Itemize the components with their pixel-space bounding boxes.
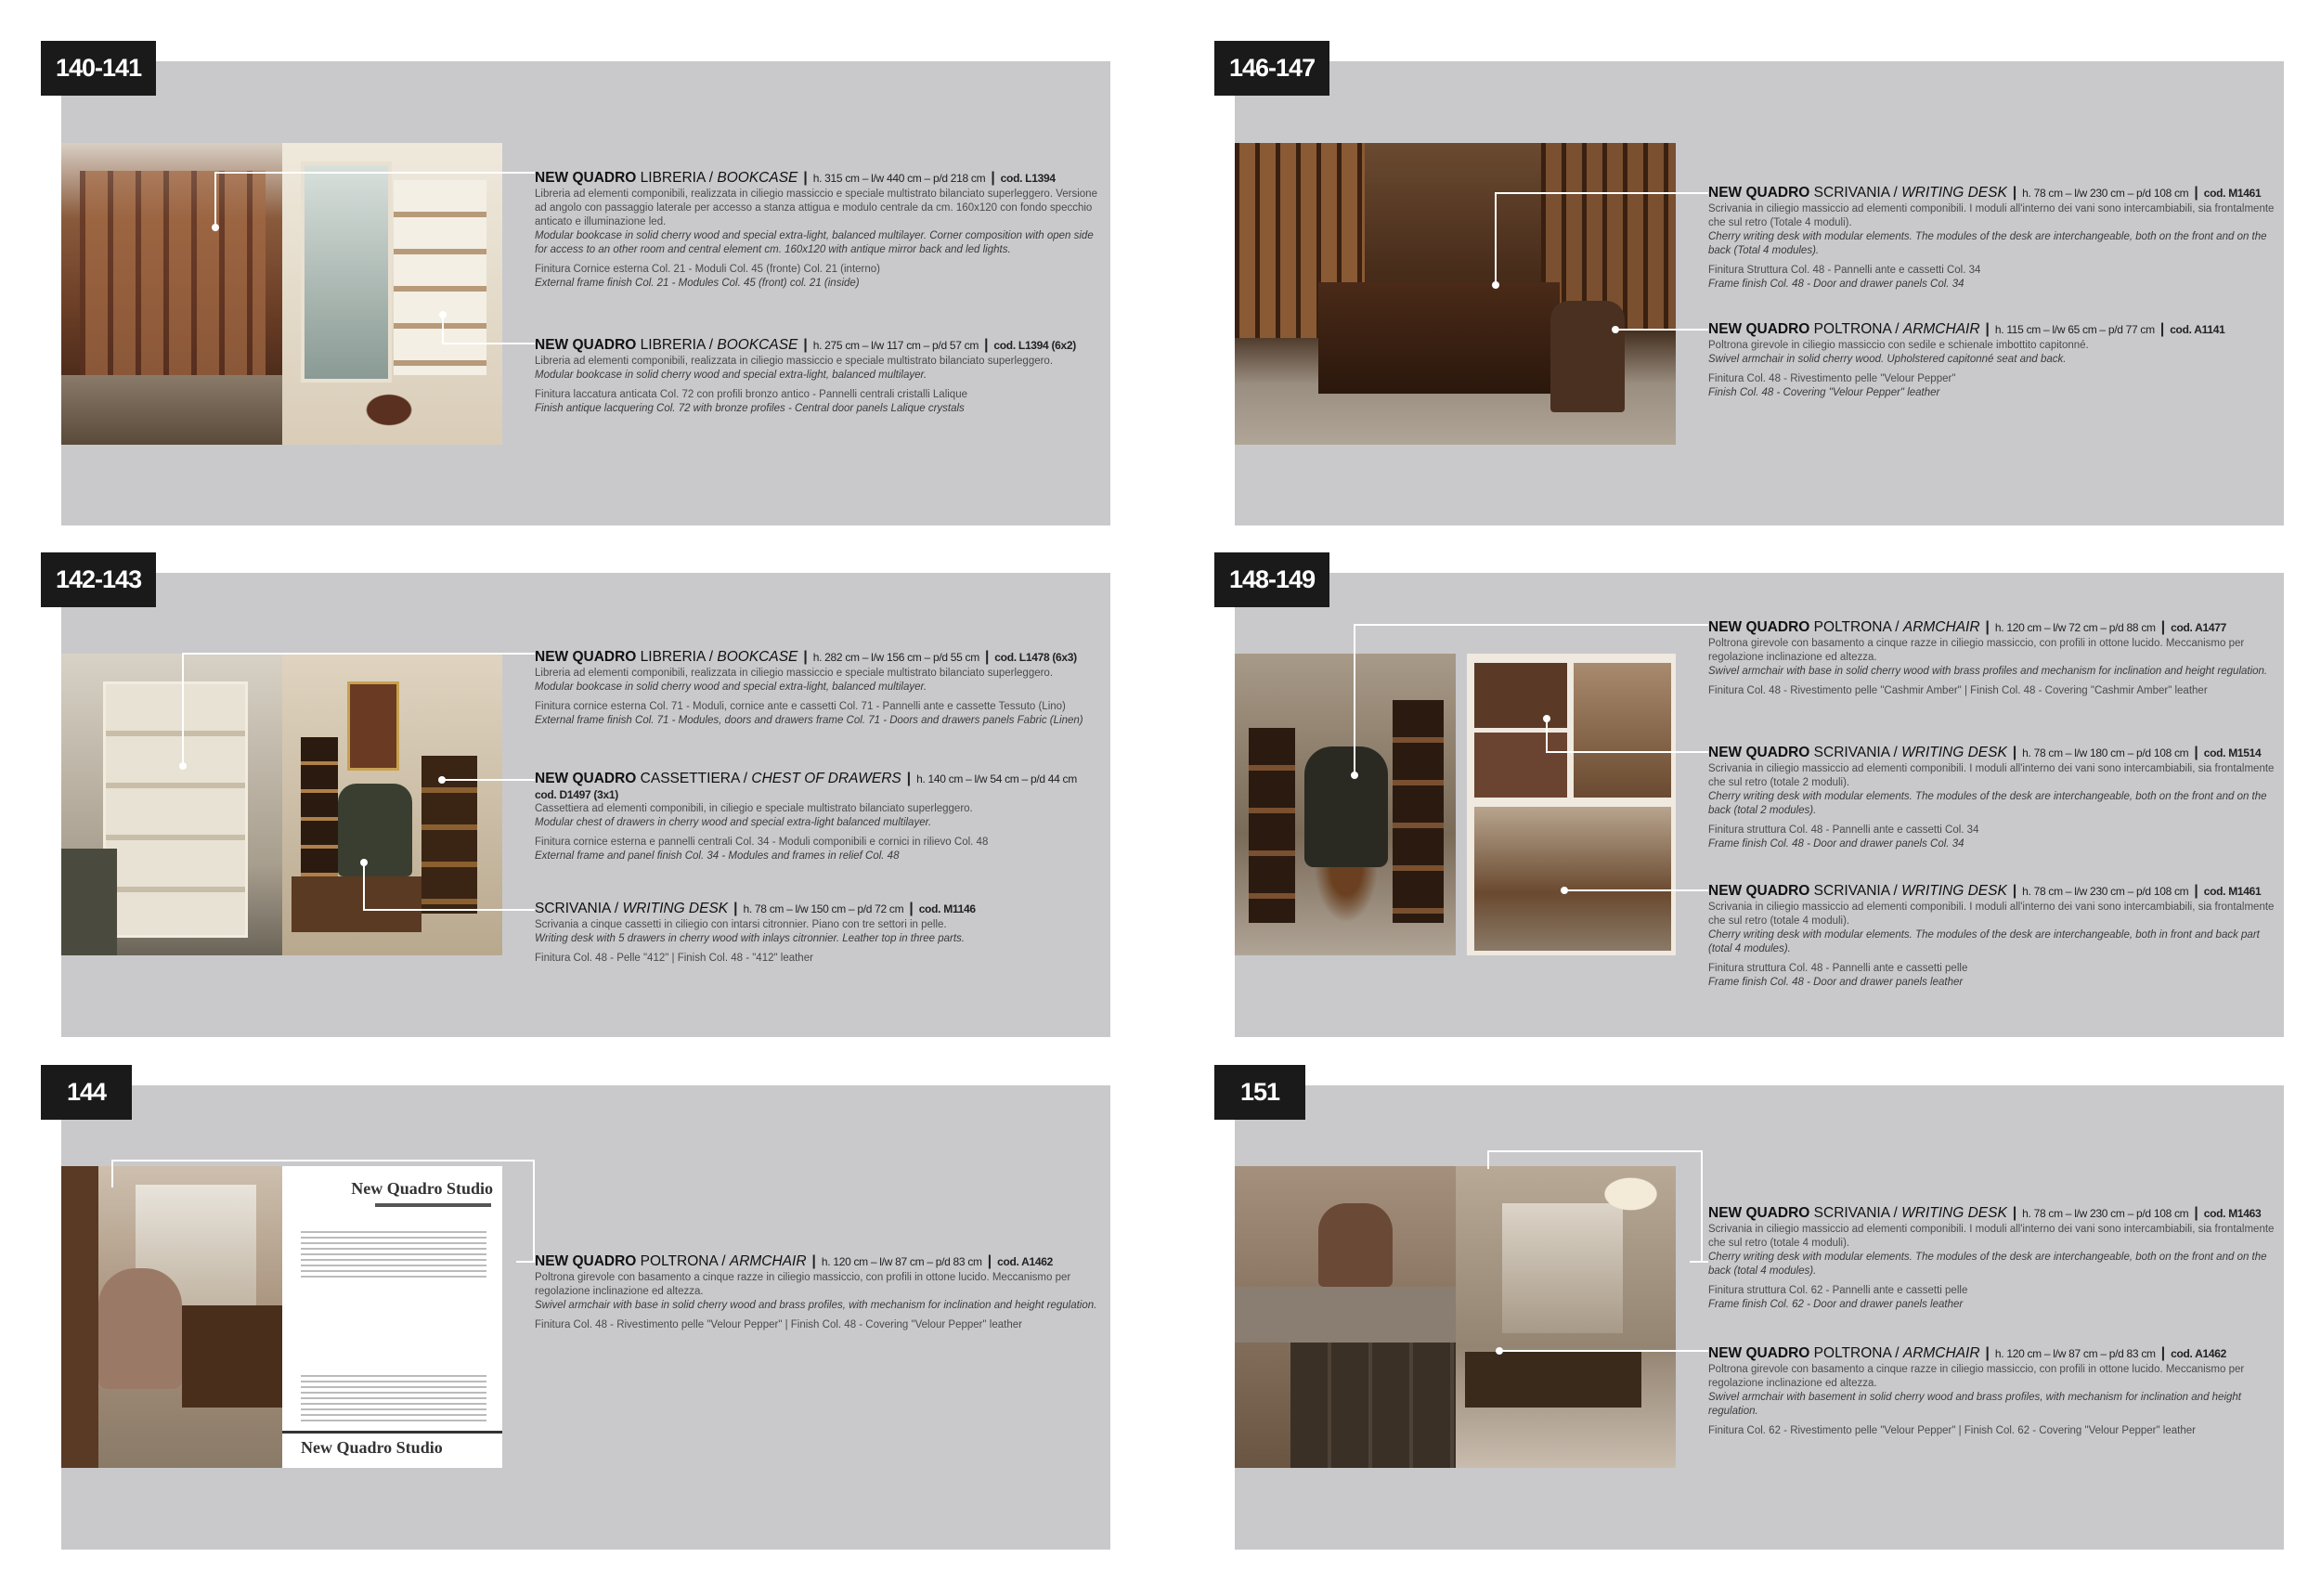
finish-en: External frame finish Col. 21 - Modules Col. 45 (front) col. 21 (inside) <box>535 278 860 289</box>
photo-group <box>61 143 502 445</box>
product-entry: NEW QUADRO LIBRERIA / BOOKCASE | h. 275 cm – l/w 117 cm – p/d 57 cm | cod. L1394 (6x2) Libreria ad elementi componibili, realizzata in ciliegio massiccio e speciale multistrato bilanciato superleggero. Modular bookcase in solid cherry wood and special extra-light, balanced multilayer. Finitura laccatura anticata Col. 72 con profili bronzo antico - Pannelli centrali cristalli Lalique Finish antique lacquering Col. 72 with bronze profiles - Central door panels Lalique crystals <box>535 336 1101 416</box>
finish-it: Finitura Col. 48 - Rivestimento pelle "Velour Pepper" <box>1708 373 1956 384</box>
description-it: Poltrona girevole con basamento a cinque razze in ciliegio massiccio, con profili in ottone lucido. Meccanismo per regolazione inclinazione ed altezza. <box>1708 638 2245 663</box>
photo-study-room <box>1235 143 1676 445</box>
description-it: Scrivania in ciliegio massiccio ad elementi componibili. I moduli all'interno dei vani sono intercambiabili, sia frontalmente che sul retro (totale 4 moduli). <box>1708 902 2275 927</box>
finish-it: Finitura Col. 62 - Rivestimento pelle "Velour Pepper" | Finish Col. 62 - Covering "Velour Pepper" leather <box>1708 1425 2196 1436</box>
photo-white-bookcase <box>282 143 502 445</box>
photo-group <box>1235 1166 1676 1468</box>
page-number-tag: 148-149 <box>1214 552 1329 607</box>
page-number-tag: 151 <box>1214 1065 1305 1120</box>
finish-en: Finish antique lacquering Col. 72 with bronze profiles - Central door panels Lalique crystals <box>535 403 965 414</box>
page-number-tag: 140-141 <box>41 41 156 96</box>
section-146-147 <box>1229 54 2284 526</box>
page-number-tag: 146-147 <box>1214 41 1329 96</box>
product-entry: NEW QUADRO POLTRONA / ARMCHAIR | h. 120 cm – l/w 72 cm – p/d 88 cm | cod. A1477 Poltrona girevole con basamento a cinque razze in ciliegio massiccio, con profili in ottone lucido. Meccanismo per regolazione inclinazione ed altezza. Swivel armchair with base in solid cherry wood with brass profiles and mechanism for inclination and height regulation. Finitura Col. 48 - Rivestimento pelle "Cashmir Amber" | Finish Col. 48 - Covering "Cashmir Amber" leather <box>1708 618 2275 698</box>
brochure-page <box>282 1166 502 1468</box>
description-it: Scrivania in ciliegio massiccio ad elementi componibili. I moduli all'interno dei vani sono intercambiabili, sia frontalmente che sul retro (Totale 4 moduli). <box>1708 203 2275 228</box>
page-number-tag: 142-143 <box>41 552 156 607</box>
description-it: Poltrona girevole con basamento a cinque razze in ciliegio massiccio, con profili in ottone lucido. Meccanismo per regolazione inclinazione ed altezza. <box>1708 1364 2245 1389</box>
description-en: Swivel armchair with base in solid cherry wood with brass profiles and mechanism for inclination and height regulation. <box>1708 666 2268 677</box>
finish-it: Finitura struttura Col. 48 - Pannelli ante e cassetti pelle <box>1708 963 1968 974</box>
finish-it: Finitura cornice esterna Col. 71 - Moduli, cornice ante e cassetti Col. 71 - Pannelli ante e cassette Tessuto (Lino) <box>535 701 1066 712</box>
description-en: Swivel armchair with basement in solid cherry wood and brass profiles, with mechanism for inclination and height regulation. <box>1708 1392 2241 1417</box>
finish-en: Frame finish Col. 48 - Door and drawer panels leather <box>1708 977 1964 988</box>
finish-it: Finitura Col. 48 - Rivestimento pelle "Cashmir Amber" | Finish Col. 48 - Covering "Cashmir Amber" leather <box>1708 685 2208 696</box>
product-entry: NEW QUADRO POLTRONA / ARMCHAIR | h. 120 cm – l/w 87 cm – p/d 83 cm | cod. A1462 Poltrona girevole con basamento a cinque razze in ciliegio massiccio, con profili in ottone lucido. Meccanismo per regolazione inclinazione ed altezza. Swivel armchair with base in solid cherry wood and brass profiles, with mechanism for inclination and height regulation. Finitura Col. 48 - Rivestimento pelle "Velour Pepper" | Finish Col. 48 - Covering "Velour Pepper" leather <box>535 1252 1101 1332</box>
description-it: Scrivania a cinque cassetti in ciliegio con intarsi citronnier. Piano con tre settori in pelle. <box>535 919 947 930</box>
finish-en: Finish Col. 48 - Covering "Velour Pepper" leather <box>1708 387 1940 398</box>
description-it: Scrivania in ciliegio massiccio ad elementi componibili. I moduli all'interno dei vani sono intercambiabili, sia frontalmente che sul retro (totale 4 moduli). <box>1708 1224 2275 1249</box>
photo-group <box>1235 143 1676 445</box>
description-en: Modular bookcase in solid cherry wood and special extra-light, balanced multilayer. <box>535 681 927 693</box>
finish-it: Finitura struttura Col. 48 - Pannelli ante e cassetti Col. 34 <box>1708 824 1979 836</box>
photo-office-window <box>1456 1166 1676 1468</box>
description-it: Poltrona girevole in ciliegio massiccio con sedile e schienale imbottito capitonné. <box>1708 340 2089 351</box>
finish-it: Finitura Col. 48 - Rivestimento pelle "Velour Pepper" | Finish Col. 48 - Covering "Velour Pepper" leather <box>535 1319 1022 1330</box>
page-number-tag: 144 <box>41 1065 132 1120</box>
finish-it: Finitura struttura Col. 62 - Pannelli ante e cassetti pelle <box>1708 1285 1968 1296</box>
description-it: Libreria ad elementi componibili, realizzata in ciliegio massiccio e speciale multistrato bilanciato superleggero. Versione ad angolo con passaggio laterale per accesso a stanza attigua e modulo centrale da cm. 160x120 con fondo specchio anticato e illuminazione led. <box>535 188 1097 227</box>
photo-library-room <box>61 143 282 445</box>
product-entry: NEW QUADRO SCRIVANIA / WRITING DESK | h. 78 cm – l/w 230 cm – p/d 108 cm | cod. M1463 Scrivania in ciliegio massiccio ad elementi componibili. I moduli all'interno dei vani sono intercambiabili, sia frontalmente che sul retro (totale 4 moduli). Cherry writing desk with modular elements. The modules of the desk are interchangeable, both on the front and on the back (total 4 modules). Finitura struttura Col. 62 - Pannelli ante e cassetti pelle Frame finish Col. 62 - Door and drawer panels leather <box>1708 1205 2275 1310</box>
description-en: Cherry writing desk with modular elements. The modules of the desk are interchangeable, both on the front and on the back (total 4 modules). <box>1708 1252 2267 1277</box>
description-it: Scrivania in ciliegio massiccio ad elementi componibili. I moduli all'interno dei vani sono intercambiabili, sia frontalmente che sul retro (totale 2 moduli). <box>1708 763 2275 788</box>
finish-en: Frame finish Col. 48 - Door and drawer panels Col. 34 <box>1708 279 1964 290</box>
product-entry: NEW QUADRO POLTRONA / ARMCHAIR | h. 115 cm – l/w 65 cm – p/d 77 cm | cod. A1141 Poltrona girevole in ciliegio massiccio con sedile e schienale imbottito capitonné. Swivel armchair in solid cherry wood. Upholstered capitonné seat and back. Finitura Col. 48 - Rivestimento pelle "Velour Pepper" Finish Col. 48 - Covering "Velour Pepper" leather <box>1708 320 2275 400</box>
finish-en: Frame finish Col. 48 - Door and drawer panels Col. 34 <box>1708 838 1964 850</box>
product-entry: SCRIVANIA / WRITING DESK | h. 78 cm – l/w 150 cm – p/d 72 cm | cod. M1146 Scrivania a cinque cassetti in ciliegio con intarsi citronnier. Piano con tre settori in pelle. Writing desk with 5 drawers in cherry wood with inlays citronnier. Leather top in three parts. Finitura Col. 48 - Pelle "412" | Finish Col. 48 - "412" leather <box>535 900 1101 966</box>
photo-armchair <box>1235 654 1456 955</box>
photo-armchair-room <box>61 1166 282 1468</box>
finish-en: Frame finish Col. 62 - Door and drawer panels leather <box>1708 1299 1964 1310</box>
product-entry: NEW QUADRO POLTRONA / ARMCHAIR | h. 120 cm – l/w 87 cm – p/d 83 cm | cod. A1462 Poltrona girevole con basamento a cinque razze in ciliegio massiccio, con profili in ottone lucido. Meccanismo per regolazione inclinazione ed altezza. Swivel armchair with basement in solid cherry wood and brass profiles, with mechanism for inclination and height regulation. Finitura Col. 62 - Rivestimento pelle "Velour Pepper" | Finish Col. 62 - Covering "Velour Pepper" leather <box>1708 1344 2275 1438</box>
finish-it: Finitura cornice esterna e pannelli centrali Col. 34 - Moduli componibili e cornici in rilievo Col. 48 <box>535 837 989 848</box>
brochure-title: New Quadro Studio <box>351 1179 493 1198</box>
description-en: Swivel armchair with base in solid cherry wood and brass profiles, with mechanism for inclination and height regulation. <box>535 1300 1097 1311</box>
section-148-149 <box>1229 565 2284 1037</box>
description-it: Libreria ad elementi componibili, realizzata in ciliegio massiccio e speciale multistrato bilanciato superleggero. <box>535 668 1054 679</box>
description-en: Modular bookcase in solid cherry wood and special extra-light, balanced multilayer. Corner composition with open side for access to an other room and central element cm. 160x120 with antique mirror back and led lights. <box>535 230 1094 255</box>
brochure-footer-title: New Quadro Studio <box>301 1438 443 1457</box>
finish-it: Finitura Col. 48 - Pelle "412" | Finish Col. 48 - "412" leather <box>535 953 813 964</box>
product-entry: NEW QUADRO SCRIVANIA / WRITING DESK | h. 78 cm – l/w 230 cm – p/d 108 cm | cod. M1461 Scrivania in ciliegio massiccio ad elementi componibili. I moduli all'interno dei vani sono intercambiabili, sia frontalmente che sul retro (Totale 4 moduli). Cherry writing desk with modular elements. The modules of the desk are interchangeable, both on the front and on the back (Total 4 modules). Finitura Struttura Col. 48 - Pannelli ante e cassetti Col. 34 Frame finish Col. 48 - Door and drawer panels Col. 34 <box>1708 185 2275 290</box>
description-en: Writing desk with 5 drawers in cherry wood with inlays citronnier. Leather top in three parts. <box>535 933 965 944</box>
description-en: Swivel armchair in solid cherry wood. Upholstered capitonné seat and back. <box>1708 354 2067 365</box>
photo-group <box>61 1166 502 1468</box>
finish-en: External frame and panel finish Col. 34 - Modules and frames in relief Col. 48 <box>535 850 900 862</box>
section-151 <box>1235 1078 2284 1550</box>
photo-group <box>1235 654 1676 955</box>
section-142-143 <box>56 565 1110 1037</box>
finish-it: Finitura Struttura Col. 48 - Pannelli ante e cassetti Col. 34 <box>1708 265 1981 276</box>
finish-en: External frame finish Col. 71 - Modules, doors and drawers frame Col. 71 - Doors and drawers panels Fabric (Linen) <box>535 715 1083 726</box>
description-it: Libreria ad elementi componibili, realizzata in ciliegio massiccio e speciale multistrato bilanciato superleggero. <box>535 356 1054 367</box>
section-144 <box>61 1078 1110 1550</box>
product-entry: NEW QUADRO SCRIVANIA / WRITING DESK | h. 78 cm – l/w 230 cm – p/d 108 cm | cod. M1461 Scrivania in ciliegio massiccio ad elementi componibili. I moduli all'interno dei vani sono intercambiabili, sia frontalmente che sul retro (totale 4 moduli). Cherry writing desk with modular elements. The modules of the desk are interchangeable, both in front and back part (total 4 modules). Finitura struttura Col. 48 - Pannelli ante e cassetti pelle Frame finish Col. 48 - Door and drawer panels leather <box>1708 883 2275 988</box>
description-it: Cassettiera ad elementi componibili, in ciliegio e speciale multistrato bilanciato superleggero. <box>535 803 973 814</box>
finish-it: Finitura Cornice esterna Col. 21 - Moduli Col. 45 (fronte) Col. 21 (interno) <box>535 264 880 275</box>
description-en: Modular chest of drawers in cherry wood and special extra-light balanced multilayer. <box>535 817 932 828</box>
description-en: Cherry writing desk with modular elements. The modules of the desk are interchangeable, both in front and back part (total 4 modules). <box>1708 929 2260 954</box>
photo-desk-details <box>1467 654 1676 955</box>
description-it: Poltrona girevole con basamento a cinque razze in ciliegio massiccio, con profili in ottone lucido. Meccanismo per regolazione inclinazione ed altezza. <box>535 1272 1071 1297</box>
product-entry: NEW QUADRO LIBRERIA / BOOKCASE | h. 282 cm – l/w 156 cm – p/d 55 cm | cod. L1478 (6x3) Libreria ad elementi componibili, realizzata in ciliegio massiccio e speciale multistrato bilanciato superleggero. Modular bookcase in solid cherry wood and special extra-light, balanced multilayer. Finitura cornice esterna Col. 71 - Moduli, cornice ante e cassetti Col. 71 - Pannelli ante e cassette Tessuto (Lino) External frame finish Col. 71 - Modules, doors and drawers frame Col. 71 - Doors and drawers panels Fabric (Linen) <box>535 648 1101 728</box>
finish-it: Finitura laccatura anticata Col. 72 con profili bronzo antico - Pannelli centrali cristalli Lalique <box>535 389 967 400</box>
section-140-141 <box>56 54 1110 526</box>
product-entry: NEW QUADRO CASSETTIERA / CHEST OF DRAWERS | h. 140 cm – l/w 54 cm – p/d 44 cm cod. D1497 (3x1) Cassettiera ad elementi componibili, in ciliegio e speciale multistrato bilanciato superleggero. Modular chest of drawers in cherry wood and special extra-light balanced multilayer. Finitura cornice esterna e pannelli centrali Col. 34 - Moduli componibili e cornici in rilievo Col. 48 External frame and panel finish Col. 34 - Modules and frames in relief Col. 48 <box>535 770 1101 863</box>
product-entry: NEW QUADRO SCRIVANIA / WRITING DESK | h. 78 cm – l/w 180 cm – p/d 108 cm | cod. M1514 Scrivania in ciliegio massiccio ad elementi componibili. I moduli all'interno dei vani sono intercambiabili, sia frontalmente che sul retro (totale 2 moduli). Cherry writing desk with modular elements. The modules of the desk are interchangeable, both on the front and on the back (total 2 modules). Finitura struttura Col. 48 - Pannelli ante e cassetti Col. 34 Frame finish Col. 48 - Door and drawer panels Col. 34 <box>1708 745 2275 850</box>
product-entry: NEW QUADRO LIBRERIA / BOOKCASE | h. 315 cm – l/w 440 cm – p/d 218 cm | cod. L1394 Libreria ad elementi componibili, realizzata in ciliegio massiccio e speciale multistrato bilanciato superleggero. Versione ad angolo con passaggio laterale per accesso a stanza attigua e modulo centrale da cm. 160x120 con fondo specchio anticato e illuminazione led. Modular bookcase in solid cherry wood and special extra-light, balanced multilayer. Corner composition with open side for access to an other room and central element cm. 160x120 with antique mirror back and led lights. Finitura Cornice esterna Col. 21 - Moduli Col. 45 (fronte) Col. 21 (interno) External frame finish Col. 21 - Modules Col. 45 (front) col. 21 (inside) <box>535 169 1101 291</box>
description-en: Modular bookcase in solid cherry wood and special extra-light, balanced multilayer. <box>535 370 927 381</box>
photo-white-cabinet <box>61 654 282 955</box>
description-en: Cherry writing desk with modular elements. The modules of the desk are interchangeable, both on the front and on the back (total 2 modules). <box>1708 791 2267 816</box>
description-en: Cherry writing desk with modular elements. The modules of the desk are interchangeable, both on the front and on the back (Total 4 modules). <box>1708 231 2267 256</box>
photo-desk-closeup <box>1235 1166 1456 1468</box>
